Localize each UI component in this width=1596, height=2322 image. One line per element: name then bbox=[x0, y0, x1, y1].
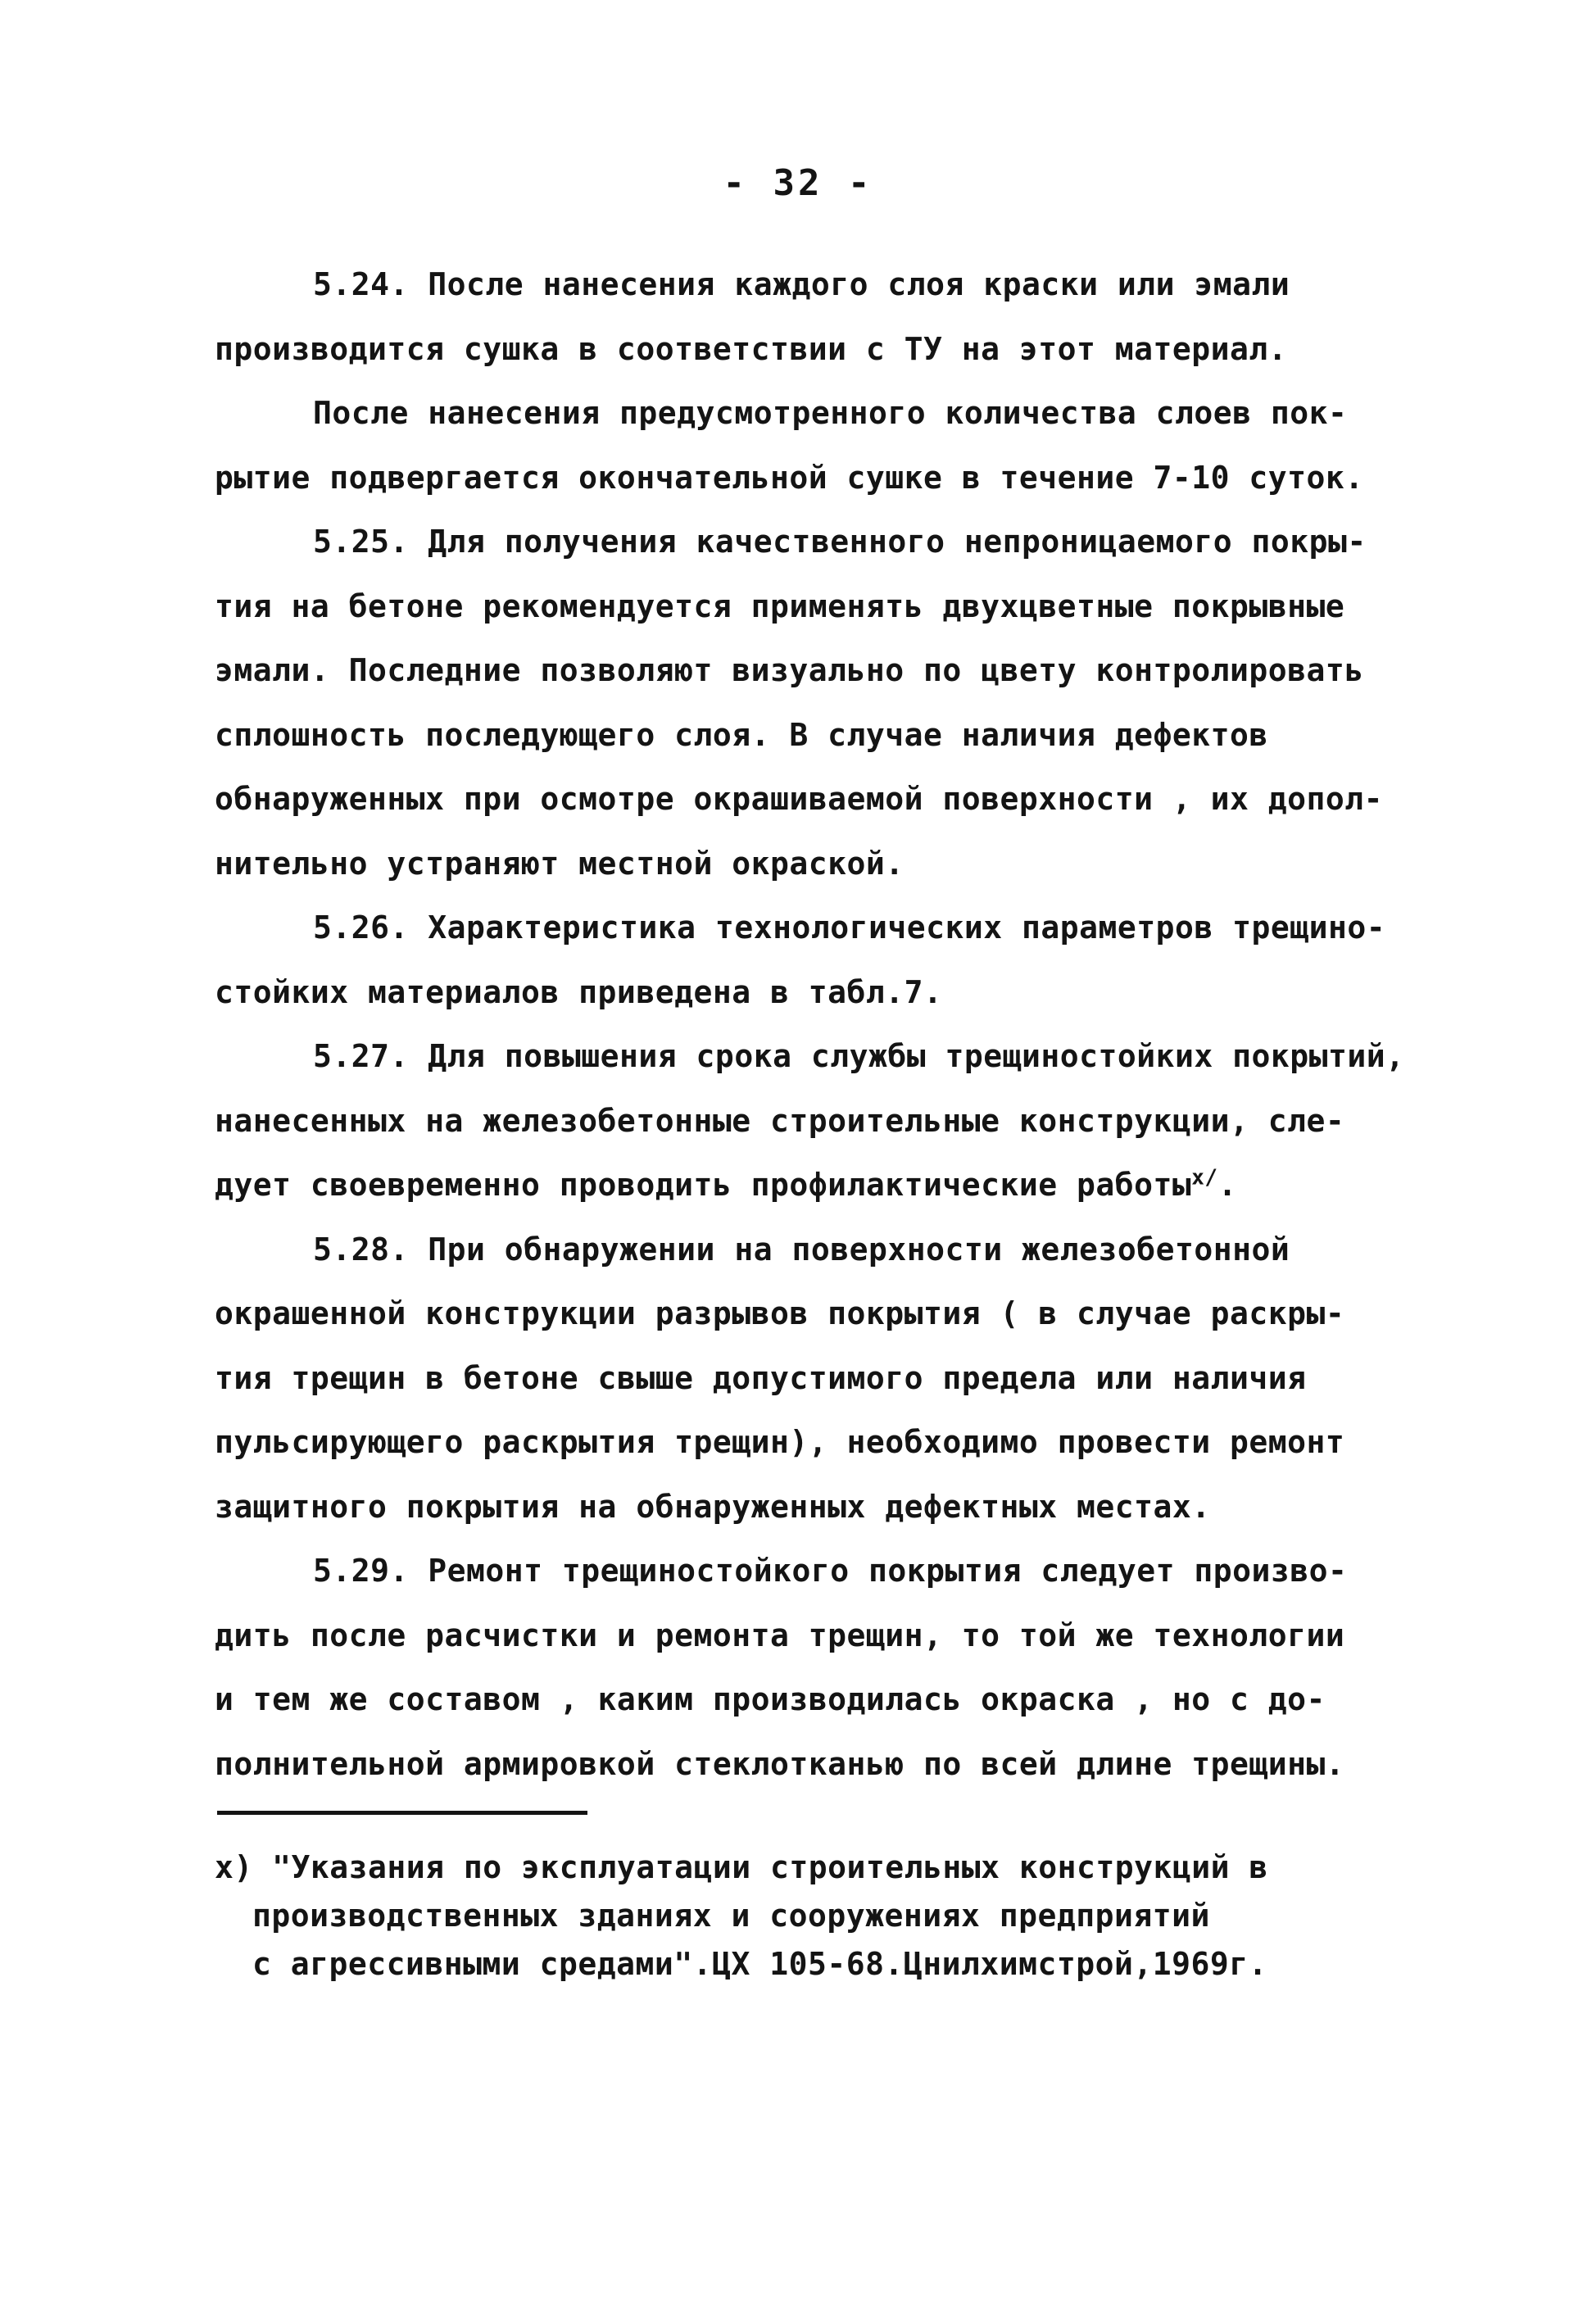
footnote-line-2: производственных зданиях и сооружениях предприятий bbox=[252, 1898, 1210, 1934]
paragraph-5-28-line-4: пульсирующего раскрытия трещин), необходимо провести ремонт bbox=[215, 1424, 1345, 1460]
paragraph-5-27-line-1: 5.27. Для повышения срока службы трещиностойких покрытий, bbox=[313, 1038, 1405, 1074]
paragraph-5-28-line-5: защитного покрытия на обнаруженных дефектных местах. bbox=[215, 1488, 1211, 1525]
paragraph-5-25-line-2: тия на бетоне рекомендуется применять двухцветные покрывные bbox=[215, 587, 1345, 624]
body-text bbox=[215, 252, 1411, 1796]
paragraph-5-27-line-2: нанесенных на железобетонные строительные конструкции, сле- bbox=[215, 1102, 1345, 1139]
paragraph-5-25-line-4: сплошность последующего слоя. В случае наличия дефектов bbox=[215, 716, 1268, 753]
footnote-line-1: x) "Указания по эксплуатации строительных конструкций в bbox=[215, 1849, 1268, 1885]
paragraph-5-25-line-3: эмали. Последние позволяют визуально по цвету контролировать bbox=[215, 652, 1364, 688]
paragraph-5-28-line-1: 5.28. При обнаружении на поверхности железобетонной bbox=[313, 1231, 1290, 1268]
paragraph-5-27-line-3-text: дует своевременно проводить профилактические работы bbox=[215, 1167, 1192, 1203]
paragraph-5-25-line-6: нительно устраняют местной окраской. bbox=[215, 845, 905, 882]
paragraph-drying-line-1: После нанесения предусмотренного количества слоев пок- bbox=[313, 395, 1348, 431]
paragraph-5-29-line-1: 5.29. Ремонт трещиностойкого покрытия следует произво- bbox=[313, 1553, 1348, 1589]
paragraph-5-26-line-1: 5.26. Характеристика технологических параметров трещино- bbox=[313, 909, 1386, 946]
paragraph-5-29-line-4: полнительной армировкой стеклотканью по всей длине трещины. bbox=[215, 1745, 1345, 1782]
footnote-reference-mark: x/ bbox=[1191, 1165, 1218, 1190]
footnote bbox=[215, 1844, 1411, 1989]
footnote-line-3: с агрессивными средами".ЦХ 105-68.Цнилхимстрой,1969г. bbox=[252, 1946, 1268, 1982]
paragraph-5-29-line-2: дить после расчистки и ремонта трещин, то той же технологии bbox=[215, 1617, 1345, 1653]
paragraph-5-29-line-3: и тем же составом , каким производилась окраска , но с до- bbox=[215, 1681, 1326, 1717]
page-number: - 32 - bbox=[723, 162, 873, 204]
footnote-divider bbox=[217, 1811, 587, 1815]
paragraph-drying-line-2: рытие подвергается окончательной сушке в течение 7-10 суток. bbox=[215, 459, 1364, 496]
paragraph-5-28-line-3: тия трещин в бетоне свыше допустимого предела или наличия bbox=[215, 1359, 1307, 1396]
paragraph-5-24-line-1: 5.24. После нанесения каждого слоя краски или эмали bbox=[313, 266, 1290, 302]
paragraph-5-27-line-3 bbox=[215, 1153, 1411, 1218]
paragraph-5-24-line-2: производится сушка в соответствии с ТУ на этот материал. bbox=[215, 330, 1288, 367]
paragraph-5-25-line-5: обнаруженных при осмотре окрашиваемой поверхности , их допол- bbox=[215, 781, 1384, 817]
paragraph-5-28-line-2: окрашенной конструкции разрывов покрытия ( в случае раскры- bbox=[215, 1295, 1345, 1331]
paragraph-5-25-line-1: 5.25. Для получения качественного непроницаемого покры- bbox=[313, 524, 1367, 560]
paragraph-5-27-tail: . bbox=[1217, 1167, 1237, 1203]
paragraph-5-26-line-2: стойких материалов приведена в табл.7. bbox=[215, 973, 943, 1010]
